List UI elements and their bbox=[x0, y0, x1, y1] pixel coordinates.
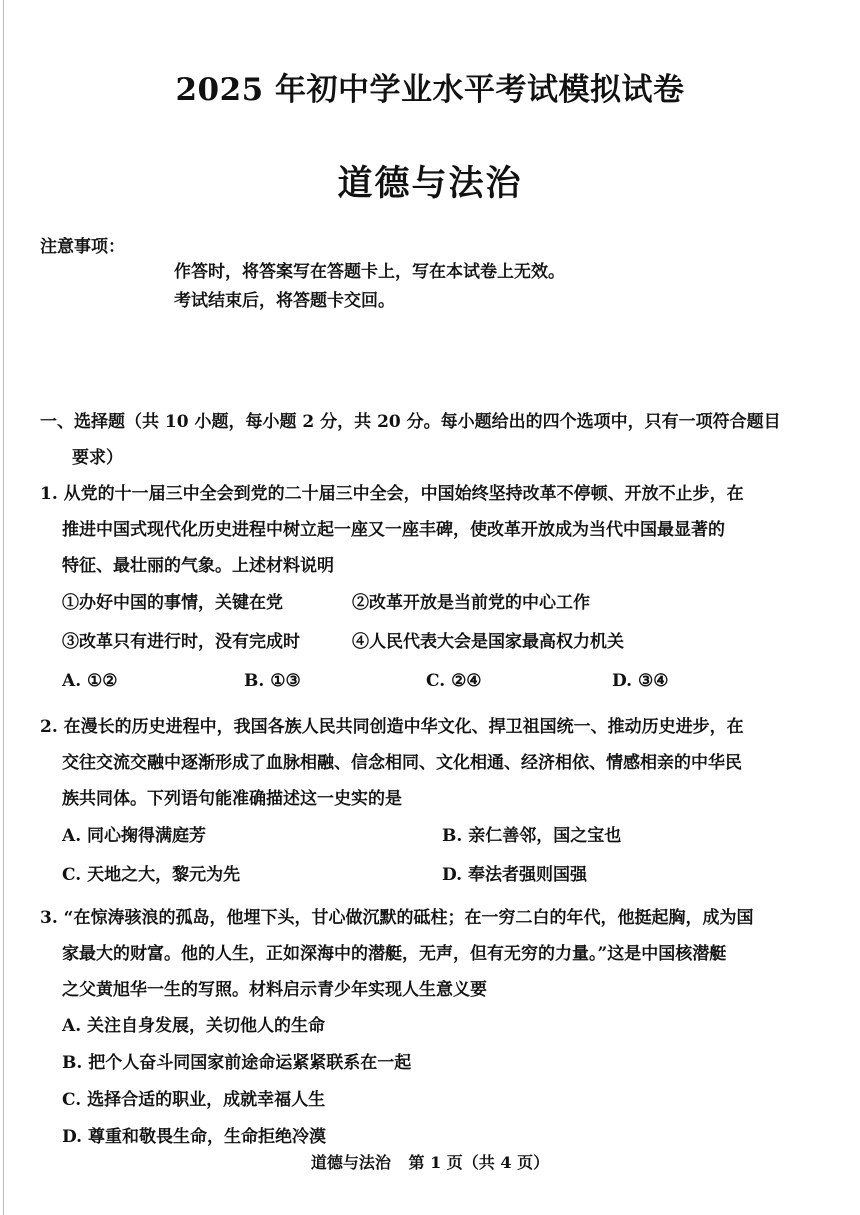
question-stem-line: 3. “在惊涛骇浪的孤岛，他埋下头，甘心做沉默的砥柱；在一穷二白的年代，他挺起胸，成为国 bbox=[40, 908, 754, 928]
question-stem-line: 推进中国式现代化历史进程中树立起一座又一座丰碑，使改革开放成为当代中国最显著的 bbox=[62, 520, 725, 540]
options-row bbox=[40, 817, 840, 856]
section-heading bbox=[40, 404, 840, 476]
question-stem-line: 1. 从党的十一届三中全会到党的二十届三中全会，中国始终坚持改革不停顿、开放不止步，在 bbox=[40, 484, 744, 504]
question-2 bbox=[40, 709, 840, 895]
statement: ④人民代表大会是国家最高权力机关 bbox=[352, 632, 624, 652]
option-b: B. 亲仁善邻，国之宝也 bbox=[442, 826, 622, 846]
option-c: C. 选择合适的职业，成就幸福人生 bbox=[62, 1090, 326, 1110]
question-1 bbox=[40, 476, 840, 701]
option-d: D. 尊重和敬畏生命，生命拒绝冷漠 bbox=[62, 1127, 326, 1147]
page-footer bbox=[0, 1150, 860, 1173]
question-stem-line: 家最大的财富。他的人生，正如深海中的潜艇，无声，但有无穷的力量。”这是中国核潜艇 bbox=[62, 944, 727, 964]
option-c: C. 天地之大，黎元为先 bbox=[62, 865, 241, 885]
option-b: B. 把个人奋斗同国家前途命运紧紧联系在一起 bbox=[62, 1053, 412, 1073]
subject-title: 道德与法治 bbox=[337, 163, 523, 204]
question-3 bbox=[40, 900, 840, 1156]
question-stem-line: 交往交流交融中逐渐形成了血脉相融、信念相同、文化相通、经济相依、情感相亲的中华民 bbox=[62, 753, 742, 773]
option-a: A. 关注自身发展，关切他人的生命 bbox=[62, 1016, 326, 1036]
section-heading-line: 要求） bbox=[72, 448, 123, 468]
notice-item: 考试结束后，将答题卡交回。 bbox=[174, 291, 395, 311]
question-stem-line: 2. 在漫长的历史进程中，我国各族人民共同创造中华文化、捍卫祖国统一、推动历史进步，在 bbox=[40, 717, 744, 737]
question-stem-line: 族共同体。下列语句能准确描述这一史实的是 bbox=[62, 789, 402, 809]
option-a: A. ①② bbox=[62, 671, 118, 691]
option-a: A. 同心掬得满庭芳 bbox=[62, 826, 207, 846]
option-d: D. ③④ bbox=[612, 671, 669, 691]
section-heading-line: 一、选择题（共 10 小题，每小题 2 分，共 20 分。每小题给出的四个选项中，只有一项符合题目 bbox=[40, 412, 781, 432]
question-stem-line: 之父黄旭华一生的写照。材料启示青少年实现人生意义要 bbox=[62, 980, 487, 1000]
notice-heading: 注意事项： bbox=[40, 237, 125, 257]
statement: ①办好中国的事情，关键在党 bbox=[62, 593, 283, 613]
footer-subject: 道德与法治 bbox=[310, 1153, 391, 1172]
options-row bbox=[40, 856, 840, 895]
exam-title: 2025 年初中学业水平考试模拟试卷 bbox=[175, 72, 685, 108]
option-b: B. ①③ bbox=[244, 671, 301, 691]
question-stem-line: 特征、最壮丽的气象。上述材料说明 bbox=[62, 556, 334, 576]
options-row bbox=[40, 662, 840, 701]
notice-item: 作答时，将答案写在答题卡上，写在本试卷上无效。 bbox=[174, 262, 565, 282]
statement-row bbox=[40, 623, 840, 662]
option-d: D. 奉法者强则国强 bbox=[442, 865, 587, 885]
statement: ②改革开放是当前党的中心工作 bbox=[352, 593, 590, 613]
statement-row bbox=[40, 584, 840, 623]
statement: ③改革只有进行时，没有完成时 bbox=[62, 632, 300, 652]
option-c: C. ②④ bbox=[426, 671, 482, 691]
page-number: 第 1 页（共 4 页） bbox=[408, 1153, 550, 1172]
notice-list bbox=[174, 258, 565, 316]
